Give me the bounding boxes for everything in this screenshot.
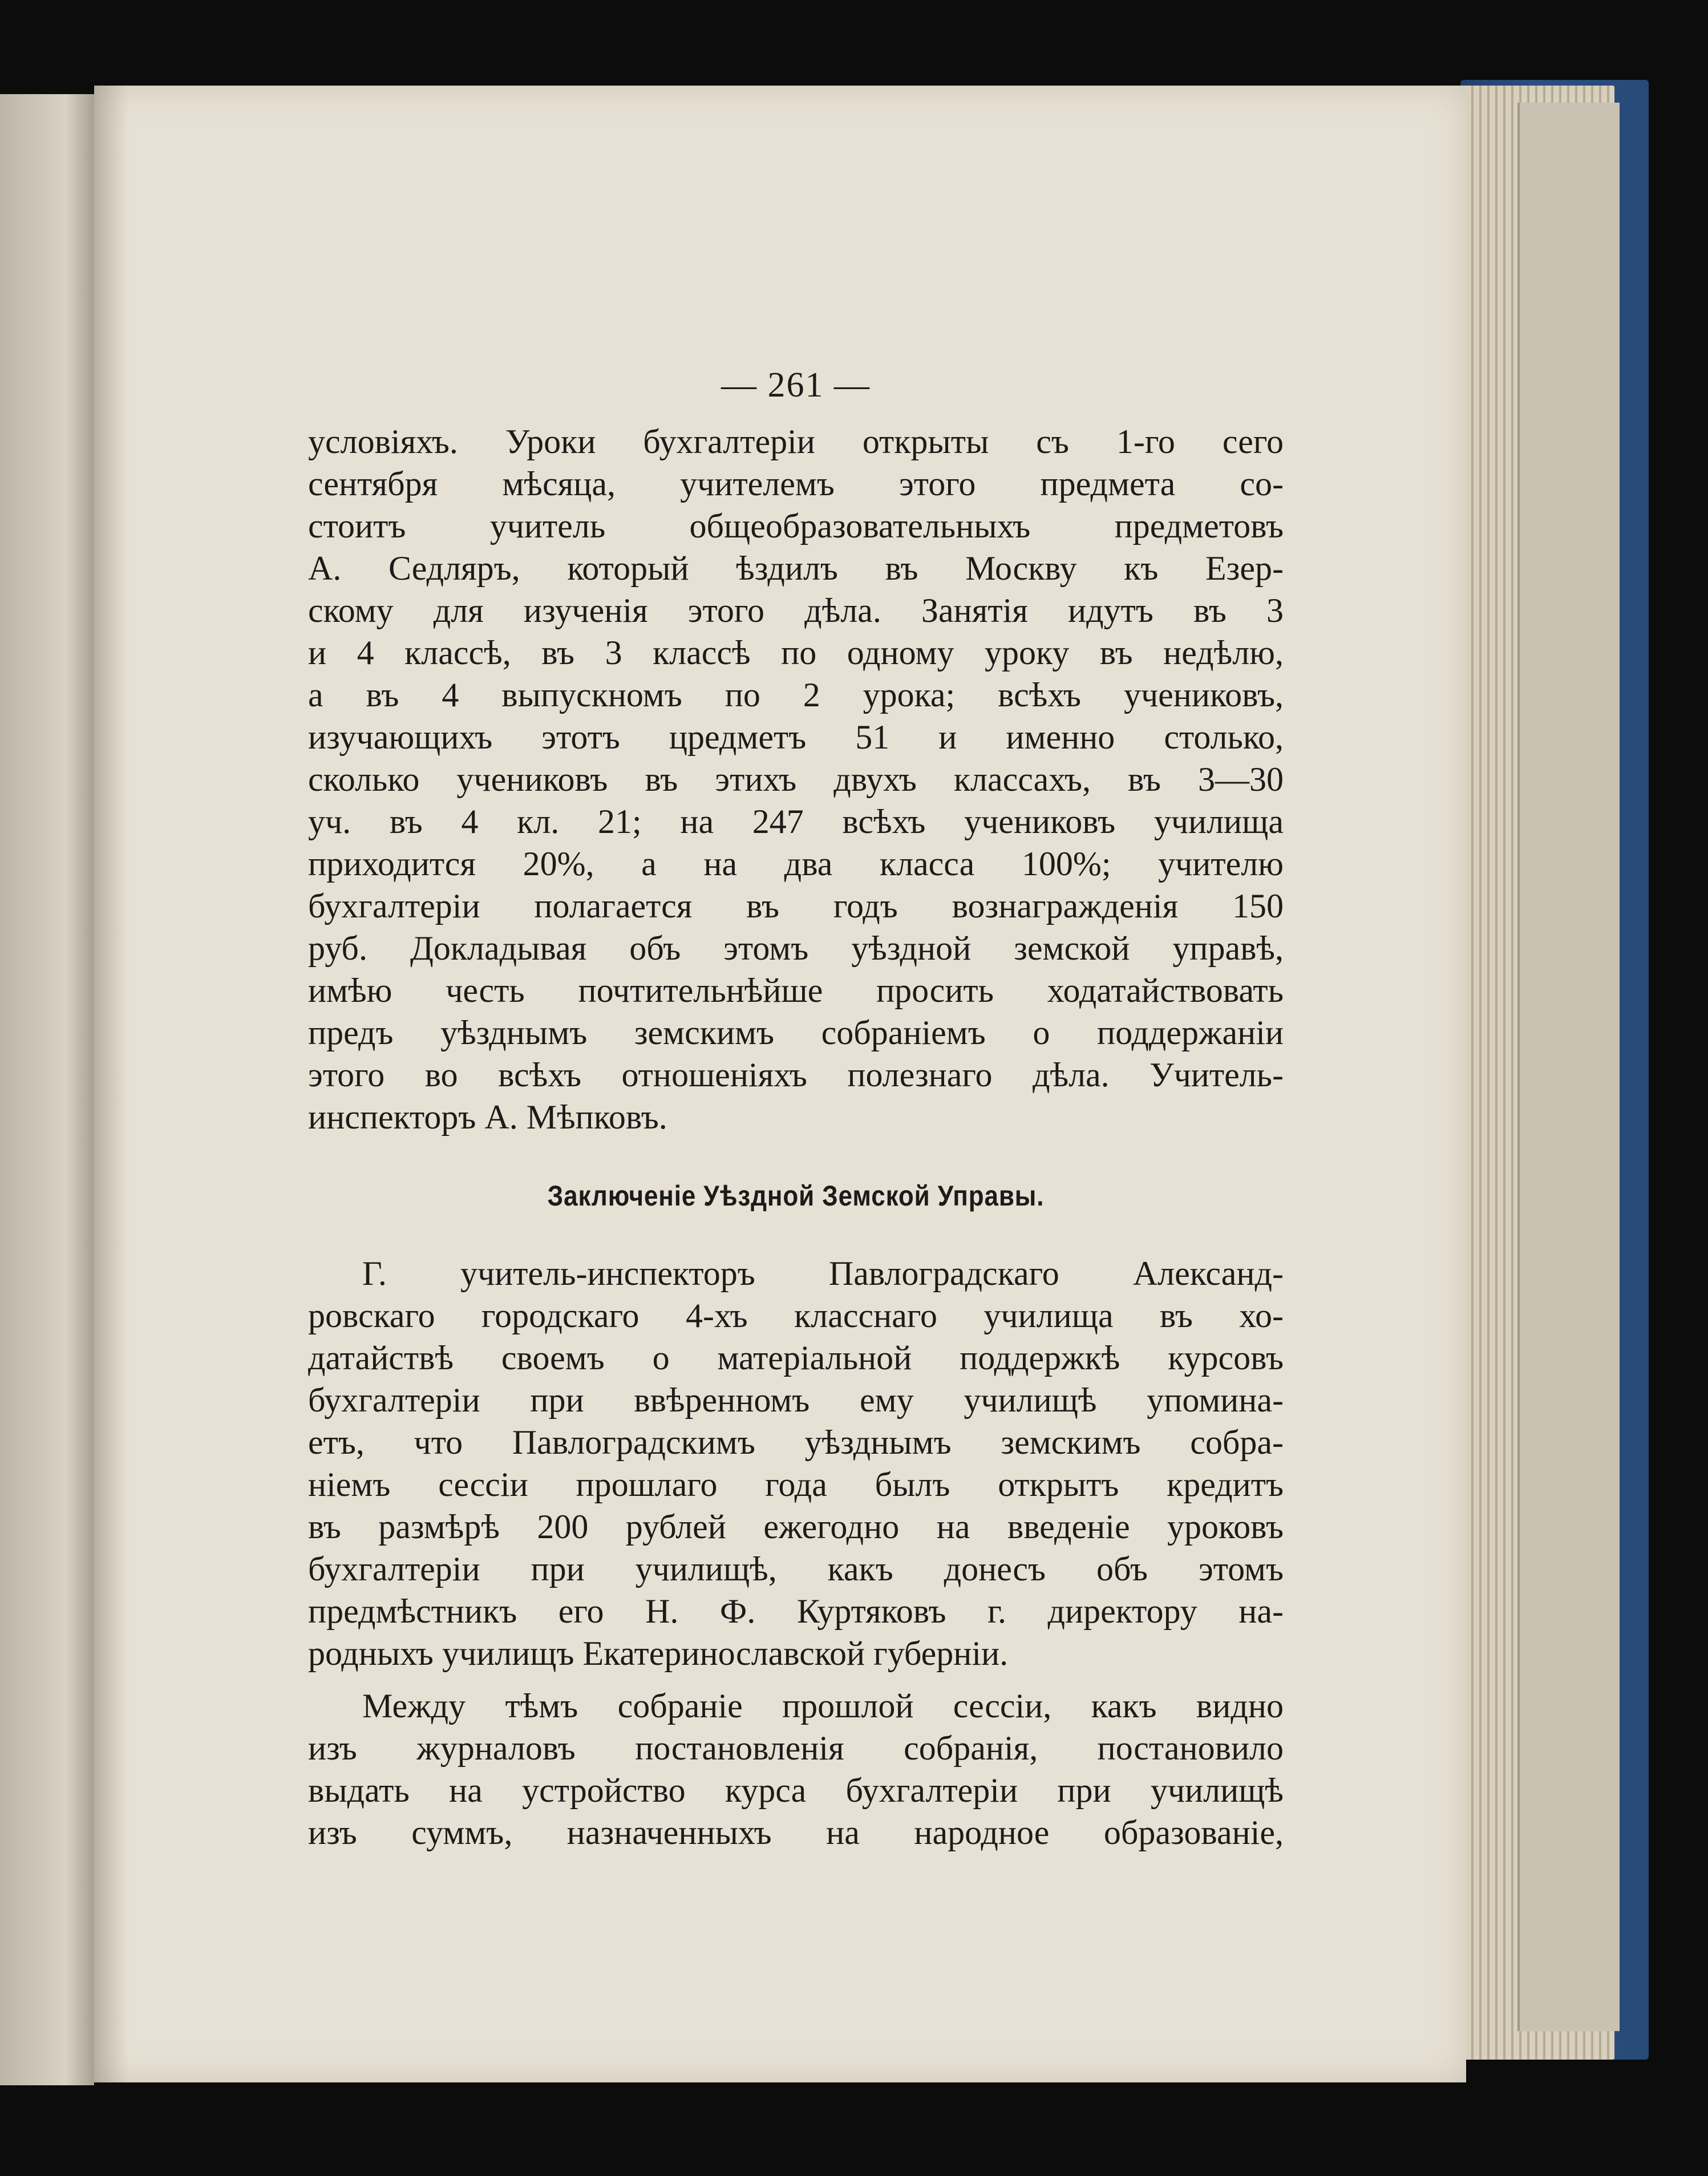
text-line: бухгалтеріи полагается въ годъ вознагражденія 150 [308, 887, 1284, 925]
text-line: уч. въ 4 кл. 21; на 247 всѣхъ учениковъ училища [308, 803, 1284, 840]
text-line: ніемъ сессіи прошлаго года былъ открытъ кредитъ [308, 1466, 1284, 1503]
text-line: предъ уѣзднымъ земскимъ собраніемъ о поддержаніи [308, 1014, 1284, 1051]
text-line: имѣю честь почтительнѣйше просить ходатайствовать [308, 972, 1284, 1009]
text-line: А. Седляръ, который ѣздилъ въ Москву къ Езер- [308, 549, 1284, 587]
paragraph-2 [308, 1252, 1284, 1675]
page-number: — 261 — [721, 366, 871, 405]
text-line: а въ 4 выпускномъ по 2 урока; всѣхъ учениковъ, [308, 676, 1284, 714]
paragraph-3 [308, 1685, 1284, 1854]
text-line: изъ журналовъ постановленія собранія, постановило [308, 1729, 1284, 1767]
paragraph-1 [308, 420, 1284, 1138]
text-line: этого во всѣхъ отношеніяхъ полезнаго дѣла. Учитель- [308, 1056, 1284, 1094]
text-line: выдать на устройство курса бухгалтеріи при училищѣ [308, 1771, 1284, 1809]
text-line: етъ, что Павлоградскимъ уѣзднымъ земскимъ собра- [308, 1423, 1284, 1461]
text-line: руб. Докладывая объ этомъ уѣздной земской управѣ, [308, 929, 1284, 967]
paragraph-spacer [308, 1675, 1284, 1685]
left-facing-page [0, 94, 94, 2085]
text-line: датайствѣ своемъ о матеріальной поддержкѣ курсовъ [308, 1339, 1284, 1377]
text-line: предмѣстникъ его Н. Ф. Куртяковъ г. директору на- [308, 1592, 1284, 1630]
text-line: Между тѣмъ собраніе прошлой сессіи, какъ видно [362, 1687, 1284, 1725]
text-line: изучающихъ этотъ цредметъ 51 и именно столько, [308, 718, 1284, 756]
text-line: въ размѣрѣ 200 рублей ежегодно на введеніе уроковъ [308, 1508, 1284, 1546]
text-line: приходится 20%, а на два класса 100%; учителю [308, 845, 1284, 883]
text-line: инспекторъ А. Мѣпковъ. [308, 1098, 667, 1136]
page-edges-inner [1517, 103, 1620, 2031]
text-line: Г. учитель-инспекторъ Павлоградскаго Александ- [362, 1255, 1284, 1292]
text-block [308, 291, 1284, 1854]
text-line: бухгалтеріи при училищѣ, какъ донесъ объ этомъ [308, 1550, 1284, 1588]
text-line: бухгалтеріи при ввѣренномъ ему училищѣ упомина- [308, 1381, 1284, 1419]
page-gutter [94, 86, 128, 2082]
text-line: сколько учениковъ въ этихъ двухъ классахъ, въ 3—30 [308, 761, 1284, 798]
book-page [94, 86, 1466, 2082]
text-line: ровскаго городскаго 4-хъ класснаго училища въ хо- [308, 1297, 1284, 1334]
text-line: родныхъ училищъ Екатеринославской губерніи. [308, 1635, 1009, 1672]
text-line: условіяхъ. Уроки бухгалтеріи открыты съ 1-го сего [308, 423, 1284, 460]
text-line: и 4 классѣ, въ 3 классѣ по одному уроку въ недѣлю, [308, 634, 1284, 672]
text-line: изъ суммъ, назначенныхъ на народное образованіе, [308, 1814, 1284, 1851]
text-line: скому для изученія этого дѣла. Занятія идутъ въ 3 [308, 592, 1284, 629]
text-line: сентября мѣсяца, учителемъ этого предмета со- [308, 465, 1284, 503]
section-heading: Заключеніе Уѣздной Земской Управы. [547, 1180, 1045, 1212]
text-line: стоитъ учитель общеобразовательныхъ предметовъ [308, 507, 1284, 545]
